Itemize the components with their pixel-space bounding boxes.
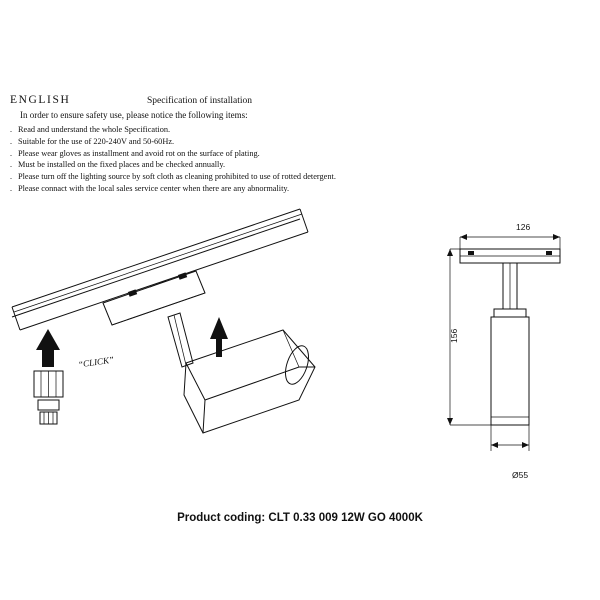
dimension-line-top <box>460 234 560 249</box>
list-item <box>10 136 410 148</box>
dimension-diagram <box>420 205 600 485</box>
specification-heading: Specification of installation <box>147 96 253 106</box>
bullet-marker: . <box>10 125 12 134</box>
list-item <box>10 124 410 136</box>
dimension-label-width: 126 <box>516 222 531 232</box>
connector-part <box>34 329 63 424</box>
installation-diagram <box>0 195 330 465</box>
list-item-label: Must be installed on the fixed places and be checked annually. <box>18 160 226 170</box>
track-adapter <box>103 271 205 325</box>
bullet-marker: . <box>10 160 12 170</box>
list-item <box>10 148 410 160</box>
stem-profile <box>503 263 517 309</box>
product-coding: Product coding: CLT 0.33 009 12W GO 4000K <box>177 512 423 524</box>
dimension-line-bottom <box>491 425 529 451</box>
intro-text: In order to ensure safety use, please notice the following items: <box>20 110 248 120</box>
list-item <box>10 171 410 183</box>
dimension-label-diameter: Ø55 <box>512 470 529 480</box>
instruction-list <box>10 124 410 195</box>
list-item-label: Suitable for the use of 220-240V and 50-60Hz. <box>18 136 175 146</box>
luminaire-stem <box>168 313 193 367</box>
track-profile <box>460 249 560 263</box>
list-item-label: Please connact with the local sales service center when there are any abnormality. <box>18 183 290 193</box>
luminaire-head <box>184 330 315 433</box>
bullet-marker: . <box>10 183 12 193</box>
cylinder-profile <box>491 309 529 425</box>
bullet-marker: . <box>10 148 12 158</box>
list-item <box>10 159 410 171</box>
dimension-drawing-svg <box>420 205 600 485</box>
bullet-marker: . <box>10 172 12 182</box>
click-label: “CLICK” <box>77 354 115 370</box>
list-item-label: Please turn off the lighting source by soft cloth as cleaning prohibited to use of rotted detergent. <box>18 172 336 182</box>
track-rail <box>12 209 308 330</box>
insert-arrow-up <box>210 317 228 357</box>
bullet-marker: . <box>10 136 12 146</box>
list-item-label: Please wear gloves as installment and avoid rot on the surface of plating. <box>18 148 260 158</box>
language-heading: ENGLISH <box>10 94 71 106</box>
dimension-label-height: 156 <box>449 328 459 343</box>
list-item <box>10 183 410 195</box>
installation-illustration-svg <box>0 195 330 465</box>
list-item-label: Read and understand the whole Specification. <box>18 125 171 134</box>
